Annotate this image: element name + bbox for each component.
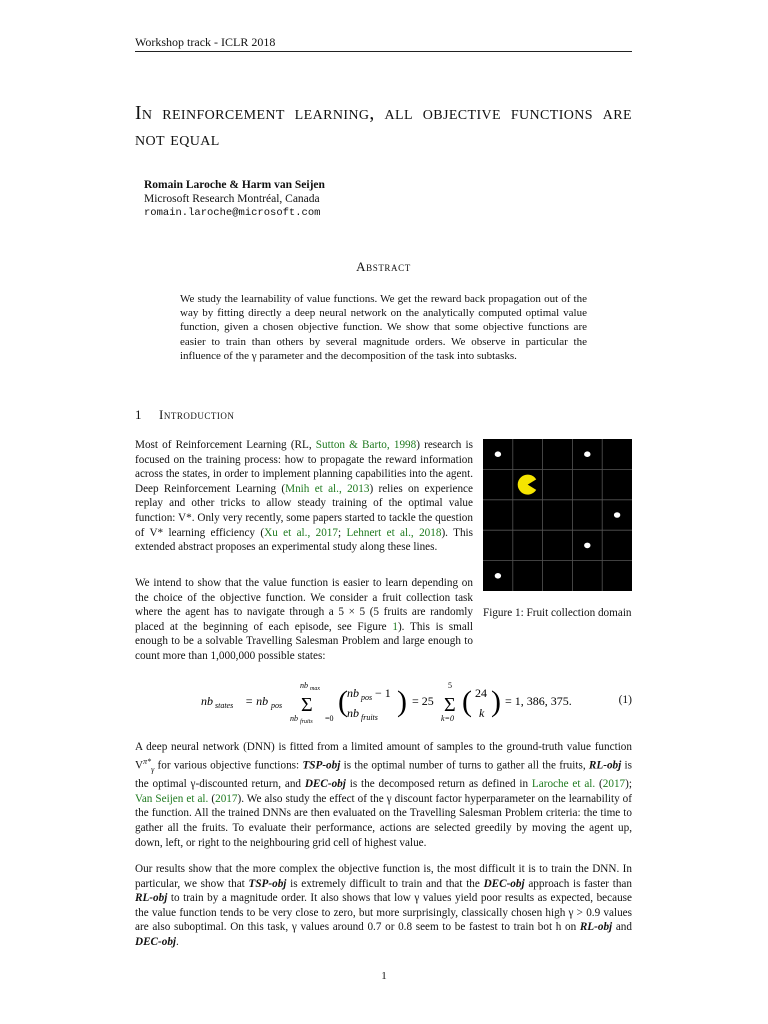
fruit-dot [584, 451, 590, 457]
citation-link[interactable]: Xu et al., 2017 [264, 526, 338, 539]
paragraph-4: Our results show that the more complex the objective function is, the most difficult it is to train the DNN. In particular, we show that TSP-obj is extremely difficult to train and that the DEC-obj approach is faster than RL-obj to train by a magnitude order. It also shows that low γ values yield poor results as expected, because the value function tends to be very close to zero, but more surprisingly, classically chosen high γ > 0.9 values are also suboptimal. On this task, γ values around 0.7 or 0.8 seem to be fastest to train bot h on RL-obj and DEC-obj. [135, 863, 632, 948]
grid-domain-graphic [483, 439, 632, 591]
abstract-heading: Abstract [356, 259, 411, 274]
paragraph-1: Most of Reinforcement Learning (RL, Sutton & Barto, 1998) research is focused on the training process: how to propagate the reward information across the states, in order to implement planning capabilities into the agent. Deep Reinforcement Learning (Mnih et al., 2013) relies on experience replay and other tricks to allow steady training of the optimal value function: V*. Only very recently, some papers started to tackle the question of V* learning efficiency (Xu et al., 2017; Lehnert et al., 2018). This extended abstract proposes an experimental study along these lines. [135, 439, 474, 554]
figure-ref-link[interactable]: 1 [392, 620, 398, 633]
equation-number: (1) [618, 694, 632, 706]
svg-text:(: ( [462, 685, 472, 718]
svg-text:nb: nb [201, 694, 213, 708]
svg-text:− 1: − 1 [375, 686, 391, 700]
citation-link[interactable]: Laroche et al. [531, 778, 596, 791]
fruit-collection-figure [483, 439, 632, 591]
svg-text:fruits: fruits [361, 713, 378, 722]
figure-caption: Figure 1: Fruit collection domain [483, 607, 632, 619]
svg-text:): ) [397, 685, 407, 718]
paragraph-3: A deep neural network (DNN) is fitted from a limited amount of samples to the ground-truth value function $V^{\pi*}_\gamma$ for various objective functions: TSP-obj is the optimal number of turns to gather all the fruits, RL-obj is the optimal γ-discounted return, and DEC-obj is the decomposed return as defined in Laroche et al. (2017); Van Seijen et al. (2017). We also study the effect of the γ discount factor hyperparameter on the learnability of the function. All the trained DNNs are then evaluated on the Travelling Salesman Problem criteria: the time to gather all the fruits. To evaluate their performance, actions are selected greedily by moving the agent up, down, left, or right to the neighbouring grid cell of highest value. [135, 741, 633, 849]
svg-text:Σ: Σ [301, 694, 313, 716]
svg-text:=0: =0 [325, 714, 334, 723]
fruit-dot [614, 512, 620, 518]
svg-text:max: max [310, 686, 320, 692]
svg-text:5: 5 [448, 681, 452, 690]
fruit-dot [584, 543, 590, 549]
header-rule [135, 51, 632, 52]
svg-text:pos: pos [271, 701, 283, 710]
svg-text:fruits: fruits [300, 719, 313, 725]
citation-link[interactable]: 2017 [215, 792, 238, 805]
svg-text:nb: nb [300, 681, 308, 690]
equation-1 [135, 677, 632, 725]
section-heading [135, 407, 234, 423]
paragraph-2: We intend to show that the value function is easier to learn depending on the choice of the objective function. We consider a fruit collection task where the agent has to navigate through a 5 × 5 (5 fruits are randomly placed at the beginning of each episode, see Figure 1). This is small enough to be a solvable Travelling Salesman Problem and large enough to count more than 1,000,000 possible states: [135, 577, 473, 662]
citation-link[interactable]: Sutton & Barto, 1998 [315, 439, 417, 451]
svg-text:= nb: = nb [245, 694, 269, 708]
svg-text:pos: pos [361, 693, 373, 702]
authors: Romain Laroche & Harm van Seijen [144, 179, 325, 191]
svg-text:nb: nb [347, 706, 359, 720]
section-title: Introduction [159, 407, 235, 422]
citation-link[interactable]: Mnih et al., 2013 [285, 482, 370, 495]
affiliation: Microsoft Research Montréal, Canada [144, 193, 320, 205]
venue-header: Workshop track - ICLR 2018 [135, 35, 276, 49]
svg-text:k: k [479, 706, 485, 720]
page-number: 1 [381, 970, 387, 982]
svg-text:= 1, 386, 375.: = 1, 386, 375. [505, 694, 572, 708]
svg-text:nb: nb [347, 686, 359, 700]
svg-text:= 25: = 25 [412, 694, 434, 708]
fruit-dot [495, 573, 501, 579]
section-number: 1 [135, 407, 142, 422]
fruit-dot [495, 451, 501, 457]
svg-text:Σ: Σ [444, 694, 456, 716]
abstract-text: We study the learnability of value functions. We get the reward back propagation out of the way by fitting directly a deep neural network on the analytically computed optimal value function, given a chosen objective function. We show that some objective functions are easier to train than others by several magnitude orders. We observe in particular the influence of the γ parameter and the decomposition of the task into subtasks. [180, 293, 587, 362]
citation-link[interactable]: 2017 [602, 778, 626, 791]
svg-text:(: ( [338, 685, 348, 718]
svg-text:k=0: k=0 [441, 714, 454, 723]
author-email[interactable]: romain.laroche@microsoft.com [144, 207, 321, 219]
svg-text:states: states [215, 701, 234, 710]
svg-text:): ) [491, 685, 501, 718]
equation-graphic [135, 677, 632, 725]
grid-background [483, 439, 632, 591]
paper-title: In reinforcement learning, all objective functions are not equal [135, 103, 632, 150]
citation-link[interactable]: Van Seijen et al. [135, 792, 209, 805]
svg-text:nb: nb [290, 714, 298, 723]
svg-text:24: 24 [475, 686, 487, 700]
citation-link[interactable]: Lehnert et al., 2018 [346, 526, 442, 539]
